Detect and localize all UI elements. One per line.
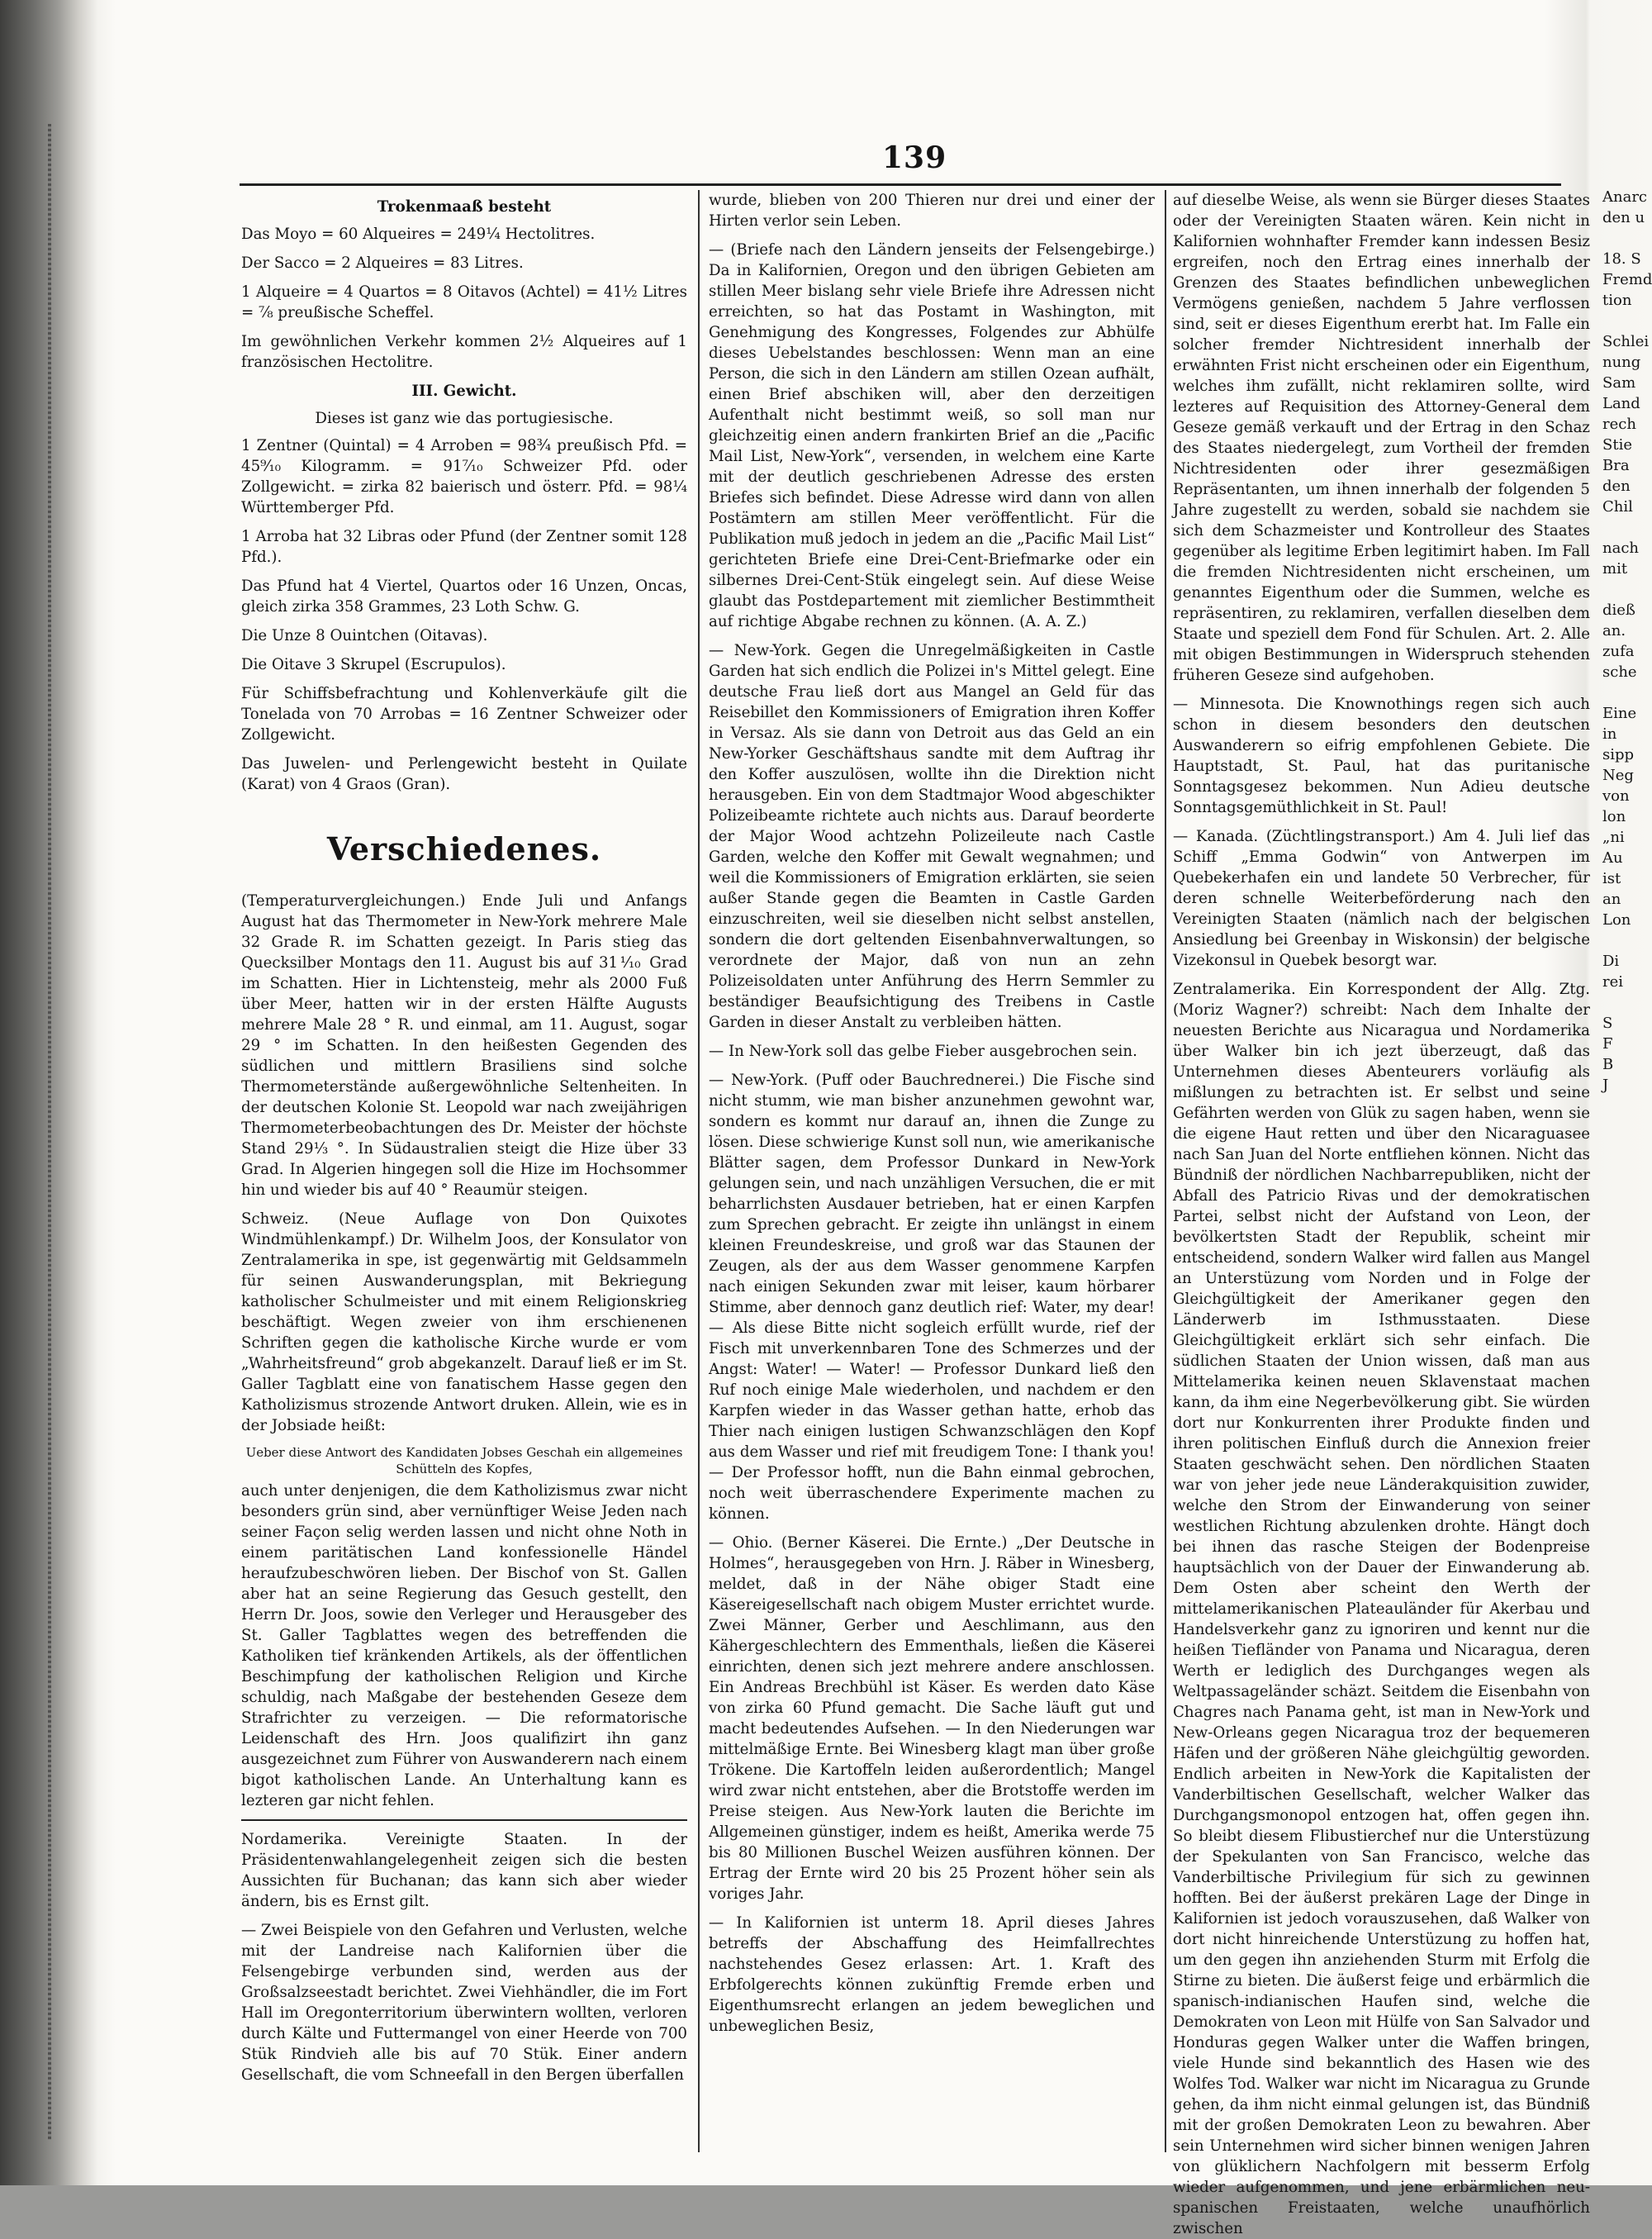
fragment-line <box>1602 930 1652 951</box>
fragment-line: lon <box>1602 808 1626 825</box>
section-heading: III. Gewicht. <box>411 383 517 400</box>
fragment-line: Lon <box>1602 911 1631 929</box>
fragment-line: mit <box>1602 560 1628 578</box>
fragment-line: Land <box>1602 395 1640 412</box>
paragraph: Die Unze 8 Ouintchen (Oitavas). <box>241 627 488 644</box>
book-spine-edge <box>48 124 51 2140</box>
fragment-line: Anarc <box>1602 188 1648 206</box>
fragment-line <box>1602 228 1652 249</box>
paragraph: 1 Zentner (Quintal) = 4 Arroben = 98¾ preußisch Pfd. = 45⁹⁄₁₀ Kilogramm. = 91⁷⁄₁₀ Schweizer Pfd. oder Zollgewicht. = zirka 82 baierisch und österr. Pfd. = 98¼ Württemberger Pfd. <box>241 437 687 516</box>
fragment-line: rech <box>1602 416 1636 433</box>
paragraph: 1 Alqueire = 4 Quartos = 8 Oitavos (Achtel) = 41½ Litres = ⅞ preußische Scheffel. <box>241 283 687 321</box>
article: wurde, blieben von 200 Thieren nur drei und einer der Hirten verlor sein Leben. <box>709 192 1155 230</box>
fragment-line: S <box>1602 1015 1613 1032</box>
article: — Ohio. (Berner Käserei. Die Ernte.) „Der Deutsche in Holmes“, herausgegeben von Hrn. J. Räber in Winesberg, meldet, daß in der Nähe obiger Stadt eine Käsereigesellschaft nach obigem Muster errichtet wurde. Zwei Männer, Gerber und Aeschlimann, aus den Kähergeschlechtern des Emmenthals, ließen die Käserei einrichten, denen sich jezt mehrere andere anschlossen. Ein Andreas Brechbühl ist Käser. Es werden dato Käse von zirka 60 Pfund gemacht. Die Sache läuft gut und macht bedeutendes Aufsehen. — In den Niederungen war mittelmäßige Ernte. Bei Winesberg klagt man über große Trökene. Die Kartoffeln leiden außerordentlich; Mangel wird zwar nicht entstehen, aber die Brotstoffe werden im Preise steigen. Aus New-York lauten die Berichte im Allgemeinen günstiger, indem es heißt, Amerika werde 75 bis 80 Millionen Buschel Weizen ausführen können. Der Ertrag der Ernte wird 20 bis 25 Prozent höher sein als voriges Jahr. <box>709 1534 1155 1903</box>
fragment-line: den <box>1602 478 1631 495</box>
paragraph: Für Schiffsbefrachtung und Kohlenverkäufe gilt die Tonelada von 70 Arrobas = 16 Zentner Schweizer oder Zollgewicht. <box>241 685 687 744</box>
column-rule <box>698 190 700 2152</box>
article: auch unter denjenigen, die dem Katholizismus zwar nicht besonders grün sind, aber vernünftiger Weise Jeden nach seiner Façon selig werden lassen und nicht ohne Noth in einem paritätischen Land konfessionelle Händel heraufzubeschwören lieben. Der Bischof von St. Gallen aber hat an seine Regierung das Gesuch gestellt, den Herrn Dr. Joos, sowie den Verleger und Herausgeber des St. Galler Tagblattes wegen des betreffenden die Katholiken tief kränkenden Artikels, als der öffentlichen Beschimpfung der katholischen Religion und Kirche schuldig, nach Maßgabe der bestehenden Geseze dem Strafrichter zu verzeigen. — Die reformatorische Leidenschaft des Hrn. Joos qualifizirt ihn ganz ausgezeichnet zum Führer von Auswanderern nach einem bigot katholischen Lande. An Unterhaltung kann es lezteren gar nicht fehlen. <box>241 1482 687 1809</box>
article: Nordamerika. Vereinigte Staaten. In der Präsidentenwahlangelegenheit zeigen sich die besten Aussichten für Buchanan; das kann sich aber wieder ändern, bis es Ernst gilt. <box>241 1831 687 1910</box>
fragment-line: Sam <box>1602 374 1636 392</box>
adjacent-page-fragment <box>1602 187 1652 2152</box>
fragment-line: „ni <box>1602 829 1625 846</box>
article: (Temperaturvergleichungen.) Ende Juli und Anfangs August hat das Thermometer in New-York mehrere Male 32 Grade R. im Schatten gezeigt. In Paris stieg das Quecksilber Montags den 11. August bis auf 31⅒ Grad im Schatten. Hier in Lichtensteig, mehr als 2000 Fuß über Meer, hatten wir in der ersten Hälfte Augusts mehrere Male 28 ° R. und einmal, am 11. August, sogar 29 ° im Schatten. In den heißesten Gegenden des südlichen und mittlern Brasiliens sind solche Thermometerstände außergewöhnliche Seltenheiten. In der deutschen Kolonie St. Leopold war nach zweijährigen Thermometerbeobachtungen des Dr. Meister der höchste Stand 29⅓ °. In Südaustralien steigt die Hize über 33 Grad. In Algerien hingegen soll die Hize im Hochsommer hin und wieder bis auf 40 ° Reaumür steigen. <box>241 892 687 1199</box>
fragment-line: zufa <box>1602 643 1635 660</box>
column-2 <box>709 190 1155 2152</box>
article: — New-York. Gegen die Unregelmäßigkeiten in Castle Garden hat sich endlich die Polizei in's Mittel gelegt. Eine deutsche Frau ließ dort aus Mangel an Geld für das Reisebillet den Kommissioners of Emigration ihren Koffer in Versaz. Als sie dann von Detroit aus das Geld an ein New-Yorker Geschäftshaus sandte mit dem Auftrag ihr den Koffer auszulösen, wollte ihn die Direktion nicht herausgeben. Ein von dem Stadtmajor Wood abgeschikter Polizeibeamte richtete auch nichts aus. Darauf beorderte der Major Wood achtzehn Polizeileute nach Castle Garden, welche den Koffer mit Gewalt wegnahmen; und weil die Kommissioners of Emigration erklärten, sie seien außer Stande gegen die Beamten in Castle Garden einzuschreiten, weil sie dieselben nicht selbst anstellen, sondern die dort geltenden Eisenbahnverwaltungen, so verordnete der Major, daß von nun an zehn Polizeisoldaten unter Anführung des Herrn Semmler zu beständiger Beaufsichtigung des Treibens in Castle Garden in dieser Anstalt zu verbleiben hätten. <box>709 642 1155 1031</box>
section-heading: Trokenmaaß besteht <box>377 198 552 216</box>
page-number: 139 <box>882 140 947 175</box>
article: — In New-York soll das gelbe Fieber ausgebrochen sein. <box>709 1043 1137 1060</box>
fragment-line: dieß <box>1602 601 1635 619</box>
fragment-line: B <box>1602 1056 1614 1073</box>
fragment-line: tion <box>1602 292 1632 309</box>
fragment-line: in <box>1602 725 1617 743</box>
fragment-line <box>1602 682 1652 703</box>
fragment-line: 18. S <box>1602 250 1641 268</box>
fragment-line: rei <box>1602 973 1624 991</box>
paragraph: Das Pfund hat 4 Viertel, Quartos oder 16 Unzen, Oncas, gleich zirka 358 Grammes, 23 Loth Schw. G. <box>241 578 687 616</box>
verse-quote: Ueber diese Antwort des Kandidaten Jobses Geschah ein allgemeines Schütteln des Kopfes, <box>245 1445 683 1476</box>
column-1 <box>241 190 687 2152</box>
fragment-line: nach <box>1602 540 1639 557</box>
fragment-line <box>1602 579 1652 600</box>
fragment-line: Schlei <box>1602 333 1650 350</box>
fragment-line <box>1602 311 1652 331</box>
fragment-line: sche <box>1602 663 1637 681</box>
fragment-line: Fremd <box>1602 271 1652 288</box>
paragraph: Dieses ist ganz wie das portugiesische. <box>315 410 614 427</box>
article: — In Kalifornien ist unterm 18. April dieses Jahres betreffs der Abschaffung des Heimfallrechtes nachstehendes Gesez erlassen: Art. 1. Kraft des Erbfolgerechts können zukünftig Fremde erben und Eigenthumsrecht erlangen an jedem beweglichen und unbeweglichen Besiz, <box>709 1914 1155 2035</box>
fragment-line <box>1602 517 1652 538</box>
fragment-line: Di <box>1602 953 1620 970</box>
fragment-line: nung <box>1602 354 1641 371</box>
fragment-line: Eine <box>1602 705 1637 722</box>
fragment-line: sipp <box>1602 746 1635 763</box>
article: — Zwei Beispiele von den Gefahren und Verlusten, welche mit der Landreise nach Kalifornien über die Felsengebirge verbunden sind, werden aus der Großsalzseestadt berichtet. Zwei Viehhändler, die im Fort Hall im Oregonterritorium überwintern wollten, verloren durch Kälte und Futtermangel von einer Heerde von 700 Stük Rindvieh alle bis auf 70 Stük. Einer andern Gesellschaft, die vom Schneefall in den Bergen überfallen <box>241 1922 687 2084</box>
article: auf dieselbe Weise, als wenn sie Bürger dieses Staates oder der Vereinigten Staaten wären. Kein nicht in Kalifornien wohnhafter Fremder kann indessen Besiz ergreifen, noch den Ertrag eines innerhalb der Grenzen des Staates befindlichen unbeweglichen Vermögens genießen, nachdem 5 Jahre verflossen sind, seit er dieses Eigenthum ererbt hat. Im Falle ein solcher fremder Nichtresident innerhalb der erwähnten Frist nicht erscheinen oder ein Eigenthum, welches ihm zufällt, nicht reklamiren sollte, wird lezteres auf Requisition des Attorney-General dem Geseze gemäß verkauft und der Ertrag in den Schaz des Staates niedergelegt, zum Vortheil der fremden Nichtresidenten oder ihrer gesezmäßigen Repräsentanten, um ihnen innerhalb der folgenden 5 Jahre zugestellt zu werden, sobald sie nachdem sie sich dem Schazmeister und Kontrolleur des Staates gegenüber als legitime Erben legitimirt haben. Im Fall die fremden Nichtresidenten nicht erscheinen, um genanntes Eigenthum oder die Summen, welche es repräsentiren, zu reklamiren, verfallen dieselben dem Staate und speziell dem Fond für Schulen. Art. 2. Alle mit obigen Bestimmungen in Widerspruch stehenden früheren Geseze sind aufgehoben. <box>1173 192 1590 684</box>
paragraph: Der Sacco = 2 Alqueires = 83 Litres. <box>241 254 524 272</box>
article: Zentralamerika. Ein Korrespondent der Allg. Ztg. (Moriz Wagner?) schreibt: Nach dem Inhalte der neuesten Berichte aus Nicaragua und Nordamerika über Walker bin ich jezt überzeugt, daß das Unternehmen dieses Abenteurers vorläufig als mißlungen zu betrachten ist. Er selbst und seine Gefährten werden von Glük zu sagen haben, wenn sie die eigene Haut retten und über den Nicaraguasee nach San Juan del Norte entfliehen können. Nicht das Bündniß der nördlichen Nachbarrepubliken, nicht der Abfall des Patricio Rivas und der demokratischen Partei, selbst nicht der Aufstand von Leon, der bevölkertsten Stadt der Republik, scheint mir entscheidend, sondern Walker wird fallen aus Mangel an Unterstüzung vom Norden und in Folge der Gleichgültigkeit der Amerikaner gegen den Länderwerb im Isthmusstaaten. Diese Gleichgültigkeit erklärt sich sehr einfach. Die südlichen Staaten der Union wissen, daß man aus Mittelamerika keinen neuen Sklavenstaat machen kann, da ihm eine Negerbevölkerung gibt. Sie würden dort nur Konkurrenten ihrer Produkte finden und ihren politischen Einfluß durch die Annexion freier Staaten geschwächt sehen. Den nördlichen Staaten war von jeher jede neue Länderakquisition zuwider, welche den Strom der Einwanderung von seiner westlichen Richtung abzulenken drohte. Hängt doch bei ihnen das rasche Steigen der Bodenpreise hauptsächlich von der Dauer der Einwanderung ab. Dem Osten aber scheint den Werth der mittelamerikanischen Plateauländer für Akerbau und Handelsverkehr ganz zu ignoriren und kennt nur die heißen Tiefländer von Panama und Nicaragua, deren Werth er lediglich des Durchganges wegen als Weltpassageländer schäzt. Seitdem die Eisenbahn von Chagres nach Panama geht, ist man in New-York und New-Orleans gegen Nicaragua troz der bequemeren Häfen und der größeren Nähe gleichgültig geworden. Endlich arbeiten in New-York die Kapitalisten der Vanderbiltischen Gesellschaft, welcher Walker das Durchgangsmonopol entzogen hat, offen gegen ihn. So bleibt diesem Flibustierchef nur die Unterstüzung der Spekulanten von San Francisco, welche das Vanderbiltische Privilegium für sich zu gewinnen hofften. Bei der äußerst prekären Lage der Dinge in Kalifornien ist jedoch vorauszusehen, daß Walker von dort nicht hinreichende Unterstüzung zu hoffen hat, um den gegen ihn anziehenden Sturm mit Erfolg die Stirne zu bieten. Die äußerst feige und erbärmlich die spanisch-indianischen Haufen sind, welche die Demokraten von Leon mit Hülfe von San Salvador und Honduras gegen Walker unter die Waffen bringen, viele Hunde sind bekanntlich des Hasen wie des Wolfes Tod. Walker war nicht im Nicaragua zu Grunde gehen, da ihm nicht einmal gelungen ist, das Bündniß mit der großen Demokraten Leon zu bewahren. Aber sein Unternehmen wird sicher binnen wenigen Jahren von glüklichern Nachfolgern mit besserm Erfolg wieder aufgenommen, und jene erbärmlichen neu-spanischen Freistaaten, welche unaufhörlich zwischen <box>1173 981 1590 2237</box>
paragraph: Das Moyo = 60 Alqueires = 249¼ Hectolitres. <box>241 226 596 243</box>
article: — (Briefe nach den Ländern jenseits der Felsengebirge.) Da in Kalifornien, Oregon und den übrigen Gebieten am stillen Meer bislang sehr viele Briefe ihre Adressen nicht erreichten, so hat das Postamt in Washington, mit Genehmigung des Kongresses, Folgendes zur Abhülfe dieses Uebelstandes beschlossen: Wenn man an eine Person, die sich in den Ländern am stillen Ozean aufhält, einen Brief abschiken will, aber den derzeitigen Aufenthalt nicht bestimmt weiß, so soll man nur gleichzeitig einen andern frankirten Brief an die „Pacific Mail List, New-York“, versenden, in welchem eine Karte mit der deutlich geschriebenen Adresse des ersten Briefes sich befindet. Diese Adresse wird dann von allen Postämtern am stillen Meer veröffentlicht. Für die Publikation muß jedoch in jedem an die „Pacific Mail List“ gerichteten Briefe eine Drei-Cent-Briefmarke oder ein silbernes Drei-Cent-Stük eingelegt sein. Auf diese Weise glaubt das Postdepartement mit ziemlicher Bestimmtheit auf richtige Abgabe rechnen zu können. (A. A. Z.) <box>709 241 1155 630</box>
fragment-line: Bra <box>1602 457 1630 474</box>
fragment-line: ist <box>1602 870 1621 887</box>
fragment-line: Chil <box>1602 498 1633 516</box>
article: — New-York. (Puff oder Bauchrednerei.) Die Fische sind nicht stumm, wie man bisher anzunehmen gewohnt war, sondern es kommt nur darauf an, ihnen die Zunge zu lösen. Diese schwierige Kunst soll nun, wie amerikanische Blätter sagen, dem Professor Dunkard in New-York gelungen sein, und nach unzähligen Versuchen, die er mit beharrlichsten Ausdauer betrieben, hat er einen Karpfen zum Sprechen gebracht. Er zeigte ihn unlängst in einem kleinen Freundeskreise, und groß war das Staunen der Zeugen, als der aus dem Wasser genommene Karpfen nach einigen Sekunden zwar mit leiser, kaum hörbarer Stimme, aber dennoch ganz deutlich rief: Water, my dear! — Als diese Bitte nicht sogleich erfüllt wurde, rief der Fisch mit unverkennbaren Tone des Schmerzes und der Angst: Water! — Water! — Professor Dunkard ließ den Ruf noch einige Male wiederholen, und nachdem er den Karpfen wieder in das Wasser gethan hatte, erhob das Thier nach einigen lustigen Schwanzschlägen den Kopf aus dem Wasser und rief mit freudigem Tone: I thank you! — Der Professor hofft, nun die Bahn einmal gebrochen, noch weit überraschendere Experimente machen zu können. <box>709 1072 1155 1523</box>
fragment-line: Stie <box>1602 436 1632 454</box>
fragment-line: Neg <box>1602 767 1634 784</box>
header-rule <box>240 183 1561 186</box>
separator <box>241 1819 687 1821</box>
paragraph: Im gewöhnlichen Verkehr kommen 2½ Alqueires auf 1 französischen Hectolitre. <box>241 333 687 371</box>
fragment-line: an <box>1602 891 1621 908</box>
article: — Kanada. (Züchtlingstransport.) Am 4. Juli lief das Schiff „Emma Godwin“ von Antwerpen im Quebekerhafen ein und landete 50 Verbrecher, für deren schnelle Weiterbeförderung nach den Vereinigten Staaten (nämlich nach der belgischen Ansiedlung bei Greenbay in Wiskonsin) der belgische Vizekonsul in Quebek besorgt war. <box>1173 828 1590 969</box>
main-heading: Verschiedenes. <box>326 830 602 868</box>
fragment-line: von <box>1602 787 1630 805</box>
paragraph: 1 Arroba hat 32 Libras oder Pfund (der Zentner somit 128 Pfd.). <box>241 528 687 566</box>
fragment-line: den u <box>1602 209 1645 226</box>
paragraph: Die Oitave 3 Skrupel (Escrupulos). <box>241 656 506 673</box>
fragment-line: an. <box>1602 622 1626 639</box>
column-3 <box>1173 190 1590 2237</box>
fragment-line: Au <box>1602 849 1623 867</box>
fragment-line: F <box>1602 1035 1613 1053</box>
fragment-line: J <box>1602 1077 1609 1094</box>
paragraph: Das Juwelen- und Perlengewicht besteht in Quilate (Karat) von 4 Graos (Gran). <box>241 755 687 793</box>
article: Schweiz. (Neue Auflage von Don Quixotes Windmühlenkampf.) Dr. Wilhelm Joos, der Konsulator von Zentralamerika in spe, ist gegenwärtig mit Geldsammeln für seinen Auswanderungsplan, mit Bekriegung katholischer Schulmeister und mit einem Religionskrieg beschäftigt. Wegen zweier von ihm erschienenen Schriften gegen die katholische Kirche wurde er vom „Wahrheitsfreund“ grob abgekanzelt. Darauf ließ er im St. Galler Tagblatt eine von fanatischem Hasse gegen den Katholizismus strozende Antwort druken. Allein, wie es in der Jobsiade heißt: <box>241 1210 687 1434</box>
column-rule <box>1165 190 1166 2152</box>
article: — Minnesota. Die Knownothings regen sich auch schon in diesem besonders den deutschen Auswanderern so eifrig empfohlenen Gebiete. Die Hauptstadt, St. Paul, hat das puritanische Sonntagsgesez bekommen. Nun Adieu deutsche Sonntagsgemüthlichkeit in St. Paul! <box>1173 696 1590 816</box>
fragment-line <box>1602 992 1652 1013</box>
